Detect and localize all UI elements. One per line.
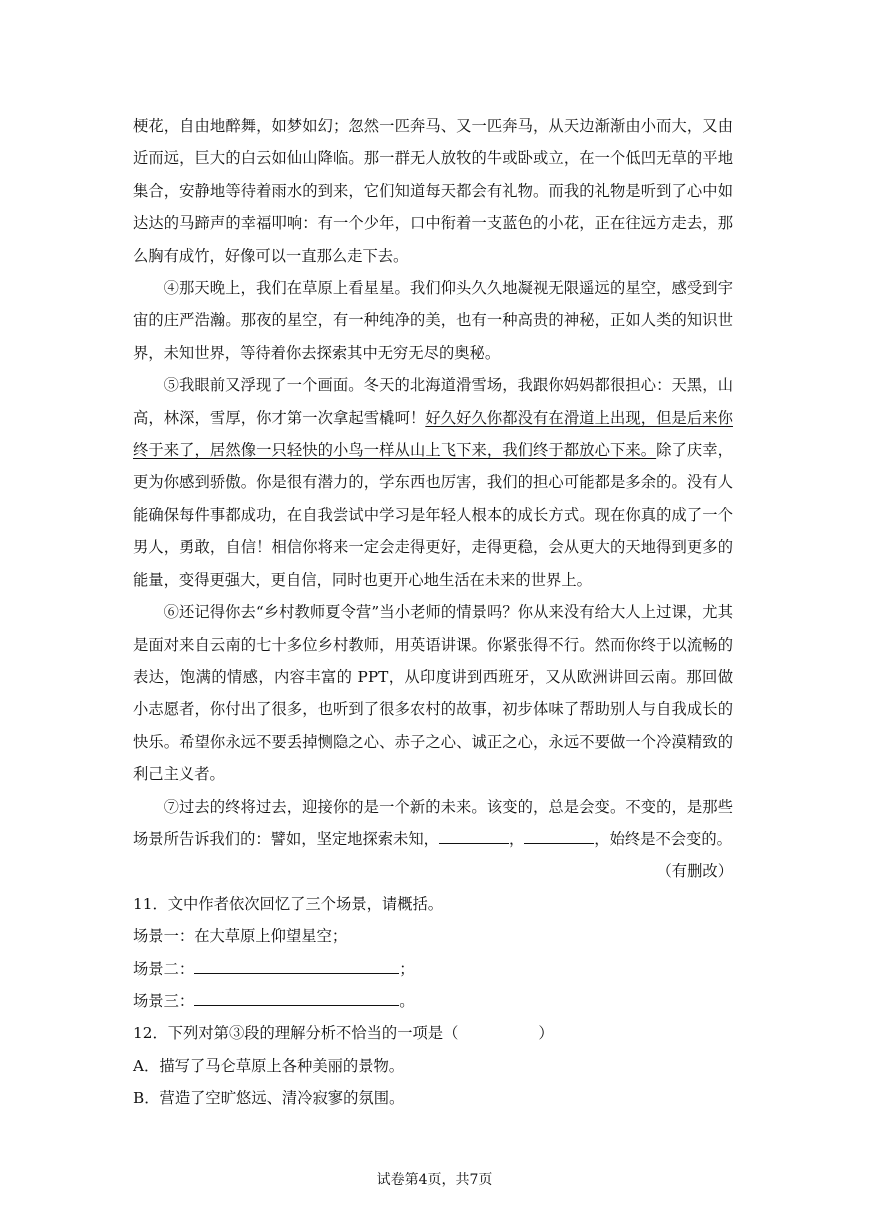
paragraph-6: ⑥还记得你去“乡村教师夏令营”当小老师的情景吗？你从来没有给大人上过课，尤其是面对来自云南的七十多位乡村教师，用英语讲课。你紧张得不行。然而你终于以流畅的表达，饱满的情感，内容丰富的 PPT，从印度讲到西班牙，又从欧洲讲回云南。那回做小志愿者，你付出了很多，也听到了很多农村的故事，初步体味了帮助别人与自我成长的快乐。希望你永远不要丢掉恻隐之心、赤子之心、诚正之心，永远不要做一个冷漠精致的利己主义者。 xyxy=(133,603,733,784)
scene-3-answer-blank[interactable] xyxy=(194,991,399,1006)
paragraph-5-text-b: 除了庆幸，更为你感到骄傲。你是很有潜力的，学东西也厉害，我们的担心可能都是多余的。没有人能确保每件事都成功，在自我尝试中学习是年轻人根本的成长方式。现在你真的成了一个男人，勇敢，自信！相信你将来一定会走得更好，走得更稳，会从更大的天地得到更多的能量，变得更强大，更自信，同时也更开心地生活在未来的世界上。 xyxy=(133,441,733,589)
question-11-stem: 11．文中作者依次回忆了三个场景，请概括。 xyxy=(133,894,444,913)
paragraph-7-sep: ， xyxy=(508,829,525,848)
paragraph-7-text-a: ⑦过去的终将过去，迎接你的是一个新的未来。该变的，总是会变。不变的，是那些场景所告诉我们的：譬如，坚定地探索未知， xyxy=(133,797,733,848)
fill-blank-1[interactable] xyxy=(439,829,509,844)
underlined-sentence: 好久好久你都没有在滑道上出现，但是后来你终于来了，居然像一只轻快的小鸟一样从山上飞下来，我们终于都放心下来。 xyxy=(133,408,733,460)
paragraph-5-text-a: ⑤我眼前又浮现了一个画面。冬天的北海道滑雪场，我跟你妈妈都很担心：天黑，山高，林深，雪厚，你才第一次拿起雪橇呵！ xyxy=(133,376,733,427)
scene-3-end: 。 xyxy=(399,991,415,1010)
scene-1: 场景一：在大草原上仰望星空； xyxy=(133,927,348,946)
scene-3-label: 场景三： xyxy=(133,991,195,1010)
question-12-text: 12．下列对第③段的理解分析不恰当的一项是（ xyxy=(133,1024,459,1043)
question-12-close: ） xyxy=(538,1024,554,1043)
paragraph-3-continued: 梗花，自由地醉舞，如梦如幻；忽然一匹奔马、又一匹奔马，从天边渐渐由小而大，又由近而远，巨大的白云如仙山降临。那一群无人放牧的牛或卧或立，在一个低凹无草的平地集合，安静地等待着雨水的到来，它们知道每天都会有礼物。而我的礼物是听到了心中如达达的马蹄声的幸福叩响：有一个少年，口中衔着一支蓝色的小花，正在往远方走去，那么胸有成竹，好像可以一直那么走下去。 xyxy=(133,117,733,265)
scene-3 xyxy=(133,985,733,1017)
option-b[interactable]: B．营造了空旷悠远、清冷寂寥的氛围。 xyxy=(133,1089,405,1108)
fill-blank-2[interactable] xyxy=(524,829,594,844)
scene-2 xyxy=(133,953,733,985)
scene-2-answer-blank[interactable] xyxy=(194,959,399,974)
question-12-stem xyxy=(133,1017,733,1049)
paragraph-5 xyxy=(133,369,733,596)
page-footer: 试卷第4页，共7页 xyxy=(376,1172,493,1188)
scene-2-end: ； xyxy=(399,959,415,978)
page-content xyxy=(133,110,733,1115)
option-a[interactable]: A．描写了马仑草原上各种美丽的景物。 xyxy=(133,1056,405,1075)
scene-2-label: 场景二： xyxy=(133,959,195,978)
paragraph-4: ④那天晚上，我们在草原上看星星。我们仰头久久地凝视无限遥远的星空，感受到宇宙的庄严浩瀚。那夜的星空，有一种纯净的美，也有一种高贵的神秘，正如人类的知识世界，未知世界，等待着你去探索其中无穷无尽的奥秘。 xyxy=(133,279,733,362)
paragraph-7 xyxy=(133,791,733,856)
paragraph-7-text-b: ，始终是不会变的。 xyxy=(594,829,732,848)
source-note: （有删改） xyxy=(656,862,733,881)
